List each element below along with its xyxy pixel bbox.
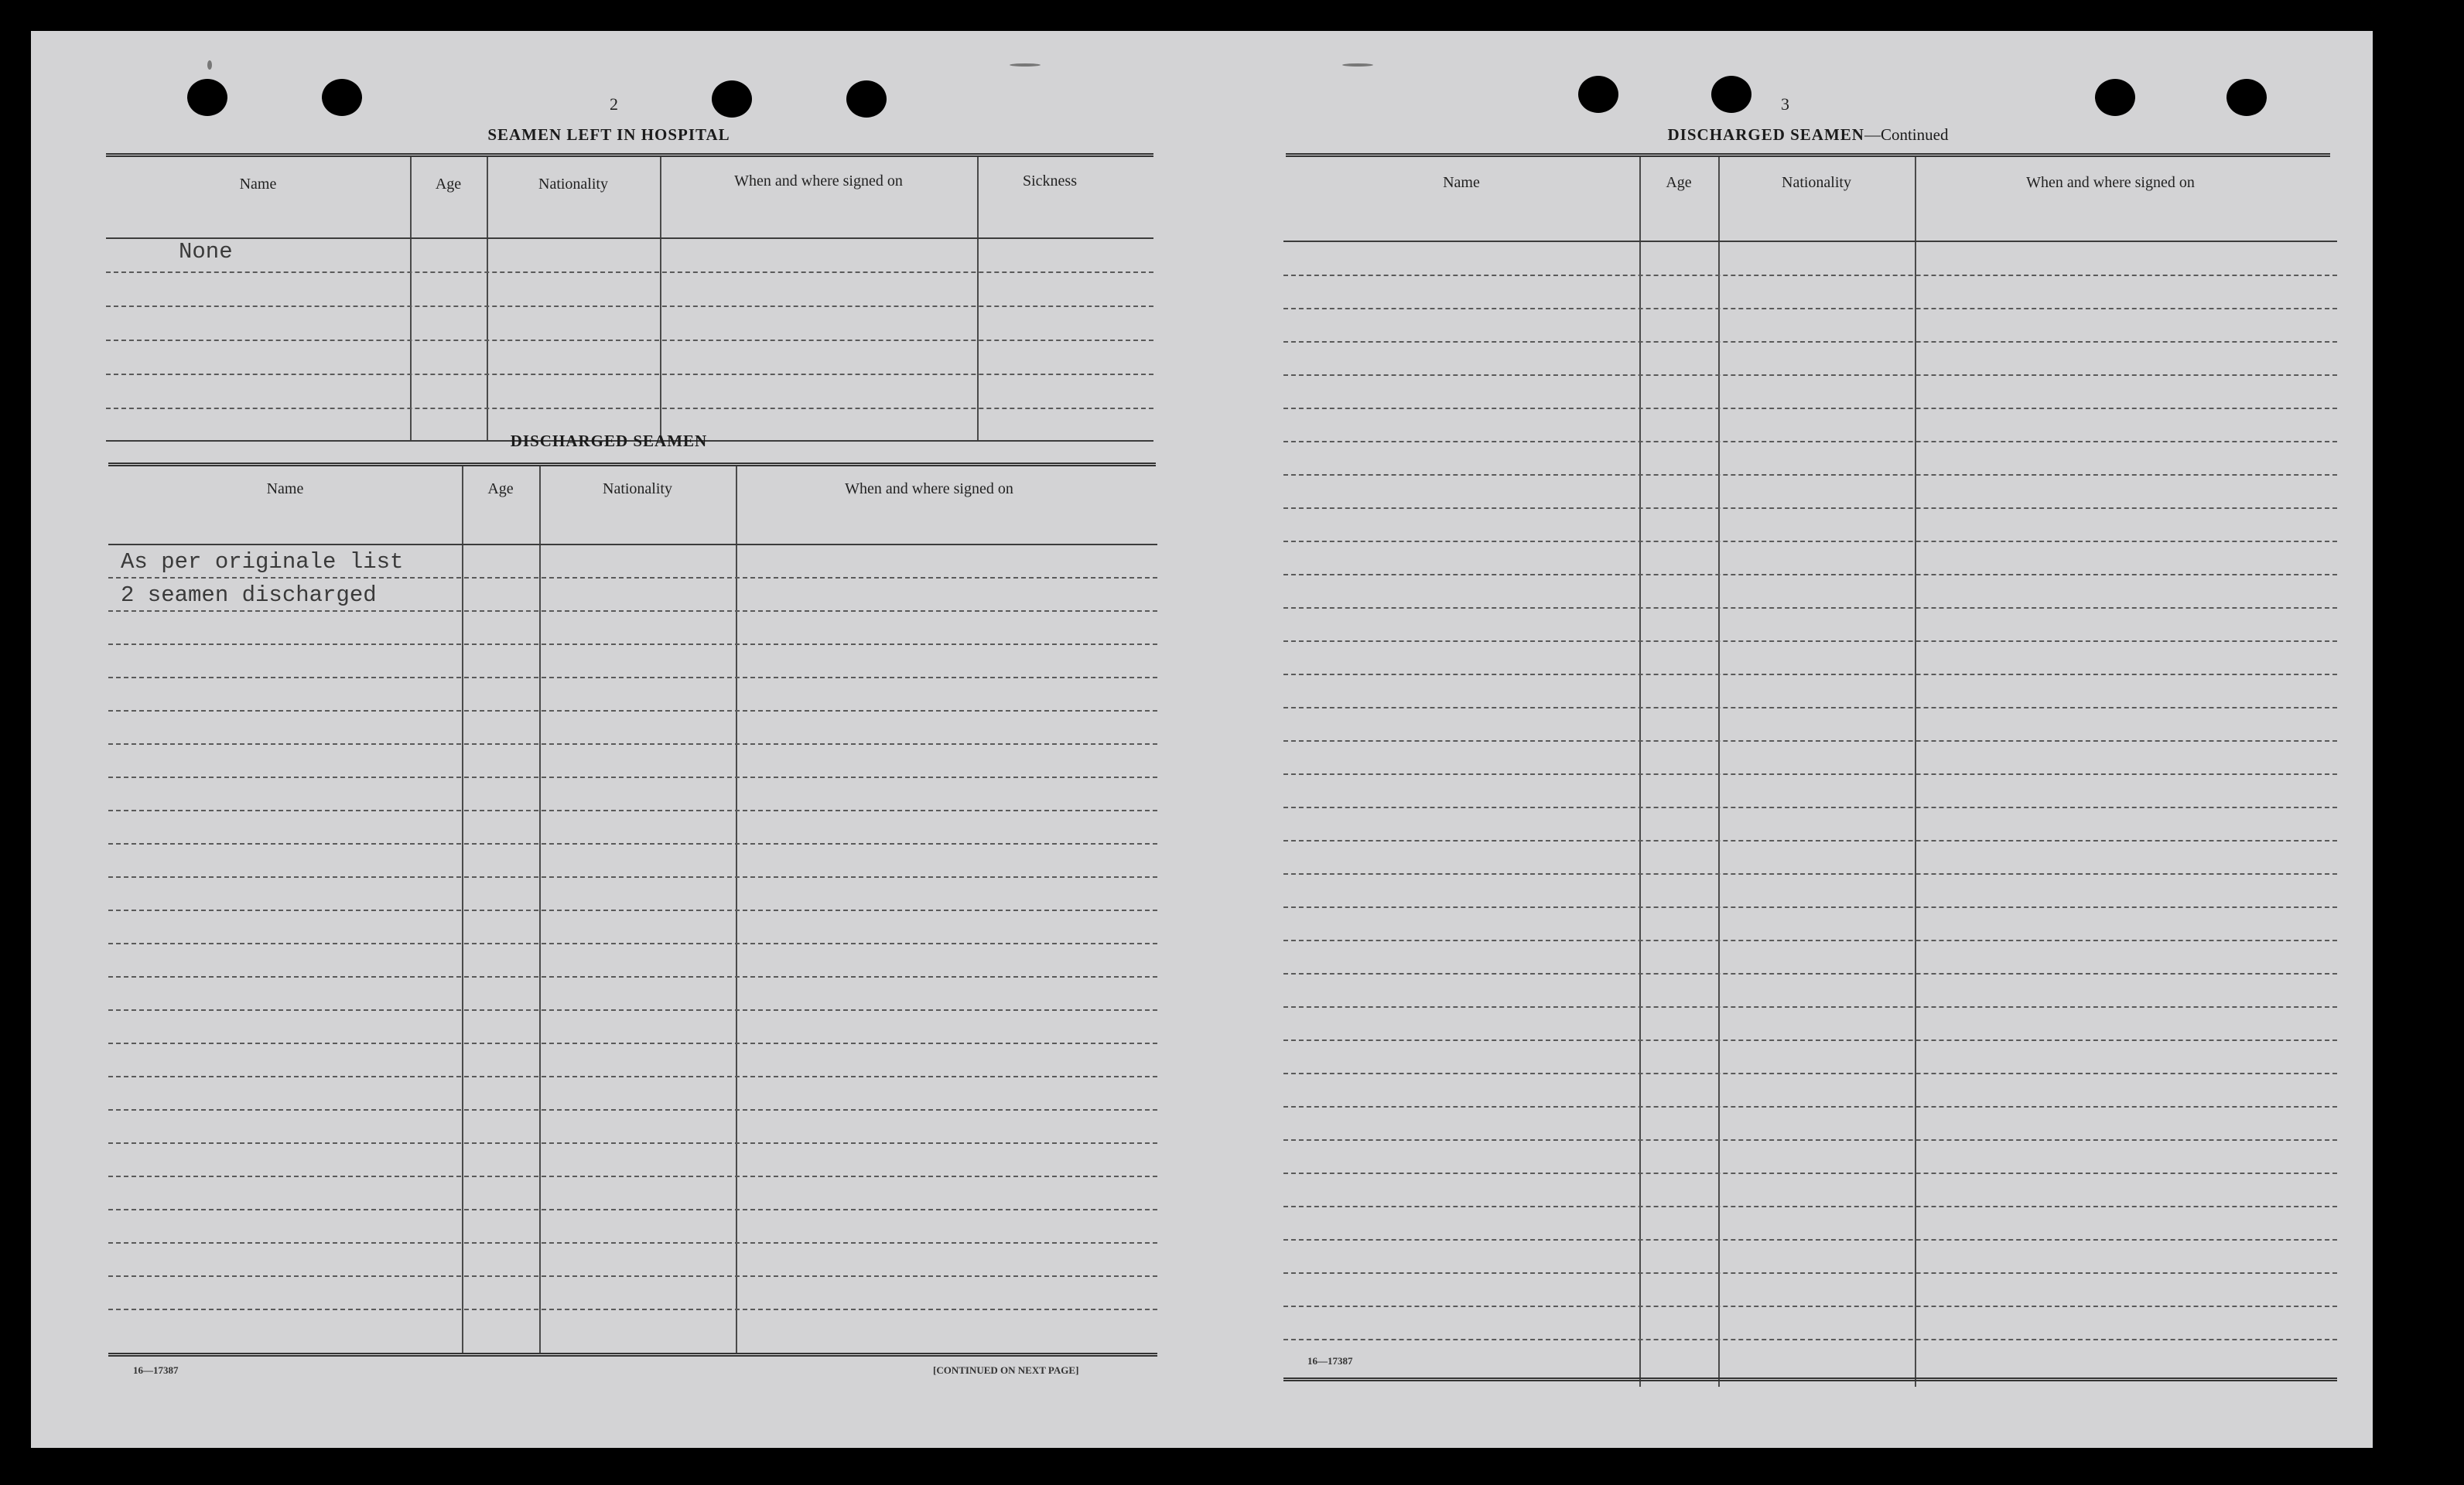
row-line (108, 710, 1157, 712)
row-line (106, 306, 1153, 307)
hospital-section-title: SEAMEN LEFT IN HOSPITAL (487, 125, 730, 144)
row-line (1283, 341, 2337, 343)
table-bottom-rule (108, 1353, 1157, 1357)
row-line (1283, 374, 2337, 376)
row-line (106, 408, 1153, 409)
page-number-left: 2 (610, 94, 618, 114)
header-rule (106, 237, 1153, 239)
col-header-signed-on: When and where signed on (2026, 174, 2195, 191)
col-header-name: Name (266, 480, 304, 497)
discharged-continued-title (1286, 125, 2330, 145)
row-line (106, 340, 1153, 341)
row-line (1283, 607, 2337, 609)
col-header-nationality: Nationality (1782, 174, 1851, 191)
row-line (1283, 1006, 2337, 1008)
row-line (1283, 973, 2337, 975)
row-line (1283, 1206, 2337, 1207)
discharged-entry-name: 2 seamen discharged (121, 582, 377, 608)
column-divider (410, 157, 412, 442)
row-line (1283, 940, 2337, 941)
row-line (1283, 474, 2337, 476)
row-line (108, 577, 1157, 579)
row-line (1283, 308, 2337, 309)
discharged-continued-title-text: DISCHARGED SEAMEN (1667, 125, 1864, 144)
punch-hole (712, 80, 752, 118)
ink-speck (207, 60, 212, 70)
row-line (108, 644, 1157, 645)
document-sheet (31, 31, 2373, 1448)
row-line (1283, 541, 2337, 542)
row-line (1283, 1306, 2337, 1307)
row-line (106, 271, 1153, 273)
hospital-entry-name: None (179, 239, 233, 265)
row-line (108, 910, 1157, 911)
row-line (108, 610, 1157, 612)
row-line (108, 1209, 1157, 1210)
row-line (1283, 740, 2337, 742)
row-line (1283, 574, 2337, 575)
col-header-nationality: Nationality (538, 176, 608, 193)
row-line (1283, 1106, 2337, 1108)
row-line (1283, 1139, 2337, 1141)
row-line (1283, 840, 2337, 842)
row-line (108, 876, 1157, 878)
row-line (108, 1176, 1157, 1177)
form-number-right: 16—17387 (1307, 1355, 1353, 1367)
col-header-age: Age (1666, 174, 1692, 191)
col-header-nationality: Nationality (603, 480, 672, 497)
discharged-entry-name: As per originale list (121, 549, 404, 575)
row-line (1283, 873, 2337, 875)
row-line (108, 1275, 1157, 1277)
col-header-signed-on: When and where signed on (845, 480, 1013, 497)
header-rule (108, 544, 1157, 545)
punch-hole (846, 80, 887, 118)
row-line (1283, 773, 2337, 775)
row-line (1283, 1073, 2337, 1074)
row-line (108, 1142, 1157, 1144)
punch-hole (2095, 79, 2135, 116)
col-header-signed-on: When and where signed on (734, 172, 903, 189)
col-header-name: Name (1443, 174, 1480, 191)
discharged-table (108, 466, 1157, 1356)
table-bottom-rule (1283, 1377, 2337, 1381)
row-line (1283, 640, 2337, 642)
punch-hole (1578, 76, 1618, 113)
column-divider (487, 157, 488, 442)
row-line (108, 943, 1157, 944)
header-rule (1283, 241, 2337, 242)
page-number-right: 3 (1781, 94, 1789, 114)
discharged-section-title: DISCHARGED SEAMEN (510, 432, 708, 450)
punch-hole (1711, 76, 1751, 113)
col-header-age: Age (435, 176, 462, 193)
continued-suffix: —Continued (1864, 125, 1949, 144)
row-line (108, 677, 1157, 678)
row-line (1283, 1173, 2337, 1174)
row-line (1283, 1339, 2337, 1340)
punch-hole (187, 79, 227, 116)
row-line (106, 374, 1153, 375)
col-header-sickness: Sickness (1023, 172, 1077, 189)
col-header-name: Name (239, 176, 277, 193)
row-line (108, 843, 1157, 845)
hospital-table (106, 157, 1153, 445)
row-line (1283, 1239, 2337, 1241)
row-line (108, 743, 1157, 745)
punch-hole (2226, 79, 2267, 116)
row-line (108, 1109, 1157, 1111)
continued-note: [CONTINUED ON NEXT PAGE] (933, 1364, 1079, 1376)
row-line (108, 1009, 1157, 1011)
row-line (108, 777, 1157, 778)
row-line (1283, 707, 2337, 708)
row-line (1283, 507, 2337, 509)
ink-speck (1010, 63, 1041, 67)
row-line (108, 1043, 1157, 1044)
row-line (108, 810, 1157, 811)
row-line (1283, 275, 2337, 276)
ink-speck (1342, 63, 1373, 67)
discharged-continued-table (1283, 157, 2337, 1388)
column-divider (660, 157, 661, 442)
col-header-age: Age (487, 480, 514, 497)
punch-hole (322, 79, 362, 116)
row-line (1283, 807, 2337, 808)
row-line (108, 976, 1157, 978)
form-number-left: 16—17387 (133, 1364, 179, 1376)
row-line (1283, 906, 2337, 908)
row-line (108, 1076, 1157, 1077)
column-divider (977, 157, 979, 442)
row-line (1283, 1040, 2337, 1041)
row-line (108, 1242, 1157, 1244)
row-line (1283, 441, 2337, 442)
row-line (1283, 408, 2337, 409)
row-line (108, 1309, 1157, 1310)
row-line (1283, 1272, 2337, 1274)
row-line (1283, 674, 2337, 675)
